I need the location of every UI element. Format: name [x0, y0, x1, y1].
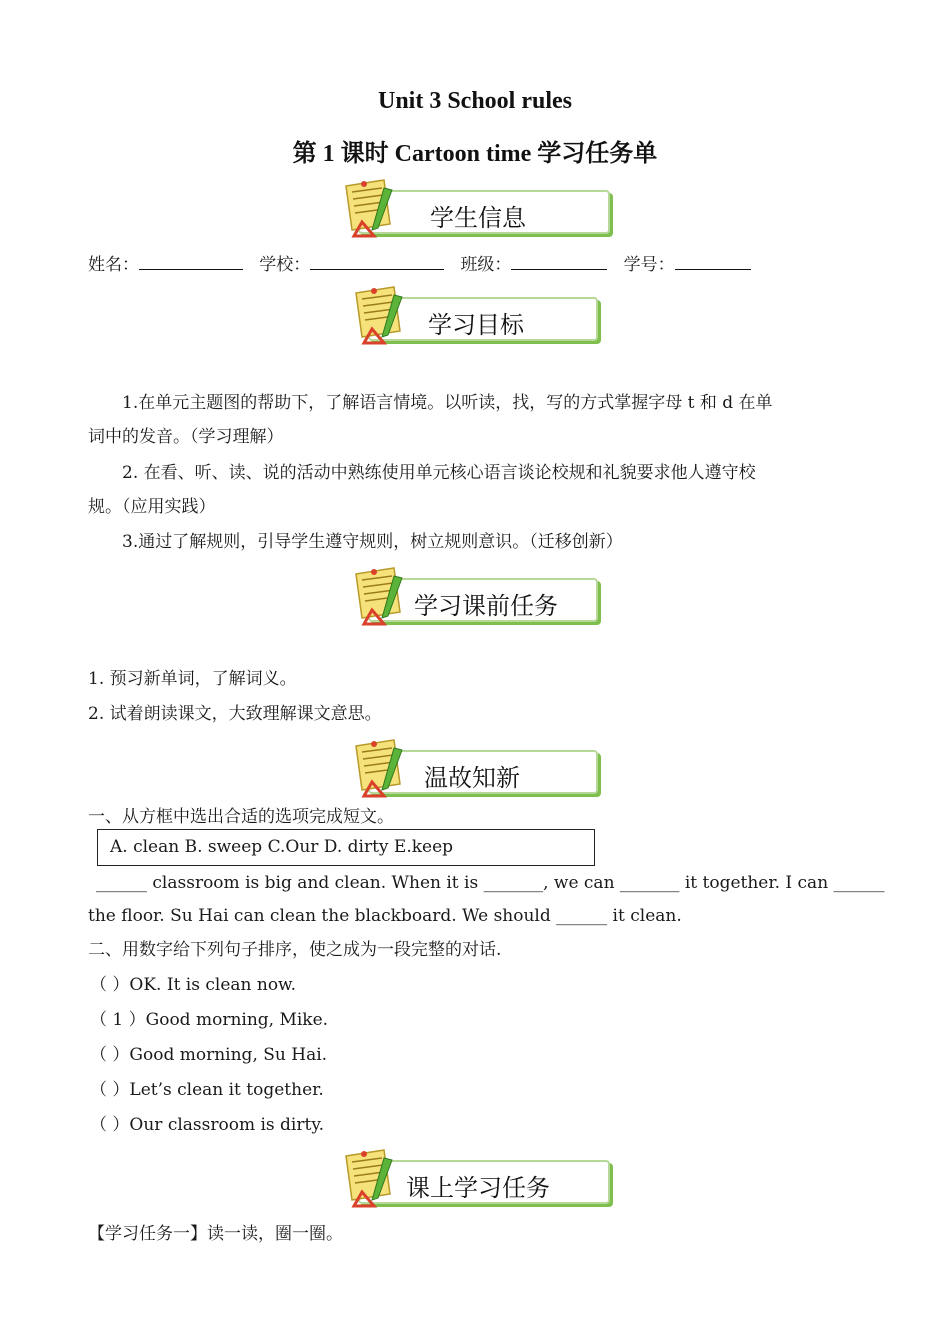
objective-3: 3.通过了解规则，引导学生遵守规则，树立规则意识。（迁移创新）	[122, 532, 623, 552]
name-label: 姓名：	[88, 255, 139, 275]
banner-inclass	[340, 1148, 615, 1204]
options-box	[97, 829, 595, 866]
banner-label: 课上学习任务	[406, 1174, 550, 1202]
review-section-2-title: 二、用数字给下列句子排序，使之成为一段完整的对话.	[88, 940, 502, 960]
preclass-item-1: 1. 预习新单词，了解词义。	[88, 669, 297, 689]
student-info-line	[88, 253, 751, 276]
order-sentence: （ ）Let’s clean it together.	[90, 1080, 324, 1100]
number-label: 学号：	[623, 255, 675, 275]
notepad-pencil-icon	[340, 1148, 402, 1210]
notepad-pencil-icon	[350, 285, 412, 347]
banner-objectives	[350, 285, 605, 341]
banner-label: 学生信息	[430, 204, 526, 232]
objective-1-line2: 词中的发音。（学习理解）	[88, 427, 284, 447]
order-sentence: （ ）Good morning, Su Hai.	[90, 1045, 328, 1065]
order-sentence: （ ）Our classroom is dirty.	[90, 1115, 325, 1135]
objective-1-line1: 1.在单元主题图的帮助下，了解语言情境。以听读，找，写的方式掌握字母 t 和 d 在单	[122, 393, 773, 413]
preclass-item-2: 2. 试着朗读课文，大致理解课文意思。	[88, 704, 382, 724]
objective-2-line1: 2. 在看、听、读、说的活动中熟练使用单元核心语言谈论校规和礼貌要求他人遵守校	[122, 463, 756, 483]
notepad-pencil-icon	[350, 566, 412, 628]
page-title: Unit 3 School rules	[377, 88, 572, 114]
objective-2-line2: 规。（应用实践）	[88, 497, 216, 517]
order-sentence: （ ）OK. It is clean now.	[90, 975, 296, 995]
inclass-task-1: 【学习任务一】读一读，圈一圈。	[88, 1224, 343, 1244]
review-section-1-title: 一、从方框中选出合适的选项完成短文。	[88, 807, 394, 827]
passage-line-1: ______ classroom is big and clean. When it is _______, we can _______ it together. I can ______	[96, 873, 885, 893]
number-blank[interactable]	[675, 253, 751, 270]
page-subtitle: 第 1 课时 Cartoon time 学习任务单	[292, 141, 658, 167]
order-sentence: （ 1 ）Good morning, Mike.	[90, 1010, 329, 1030]
class-blank[interactable]	[511, 253, 607, 270]
banner-label: 学习课前任务	[414, 592, 558, 620]
banner-review	[350, 738, 605, 794]
banner-label: 学习目标	[428, 311, 524, 339]
name-blank[interactable]	[139, 253, 243, 270]
options-text: A. clean B. sweep C.Our D. dirty E.keep	[110, 837, 454, 857]
banner-label: 温故知新	[424, 764, 520, 792]
notepad-pencil-icon	[350, 738, 412, 800]
school-label: 学校：	[259, 255, 311, 275]
class-label: 班级：	[460, 255, 512, 275]
banner-student-info	[340, 178, 615, 234]
passage-line-2: the floor. Su Hai can clean the blackboard. We should ______ it clean.	[88, 906, 682, 926]
notepad-pencil-icon	[340, 178, 402, 240]
school-blank[interactable]	[310, 253, 444, 270]
banner-preclass	[350, 566, 605, 622]
